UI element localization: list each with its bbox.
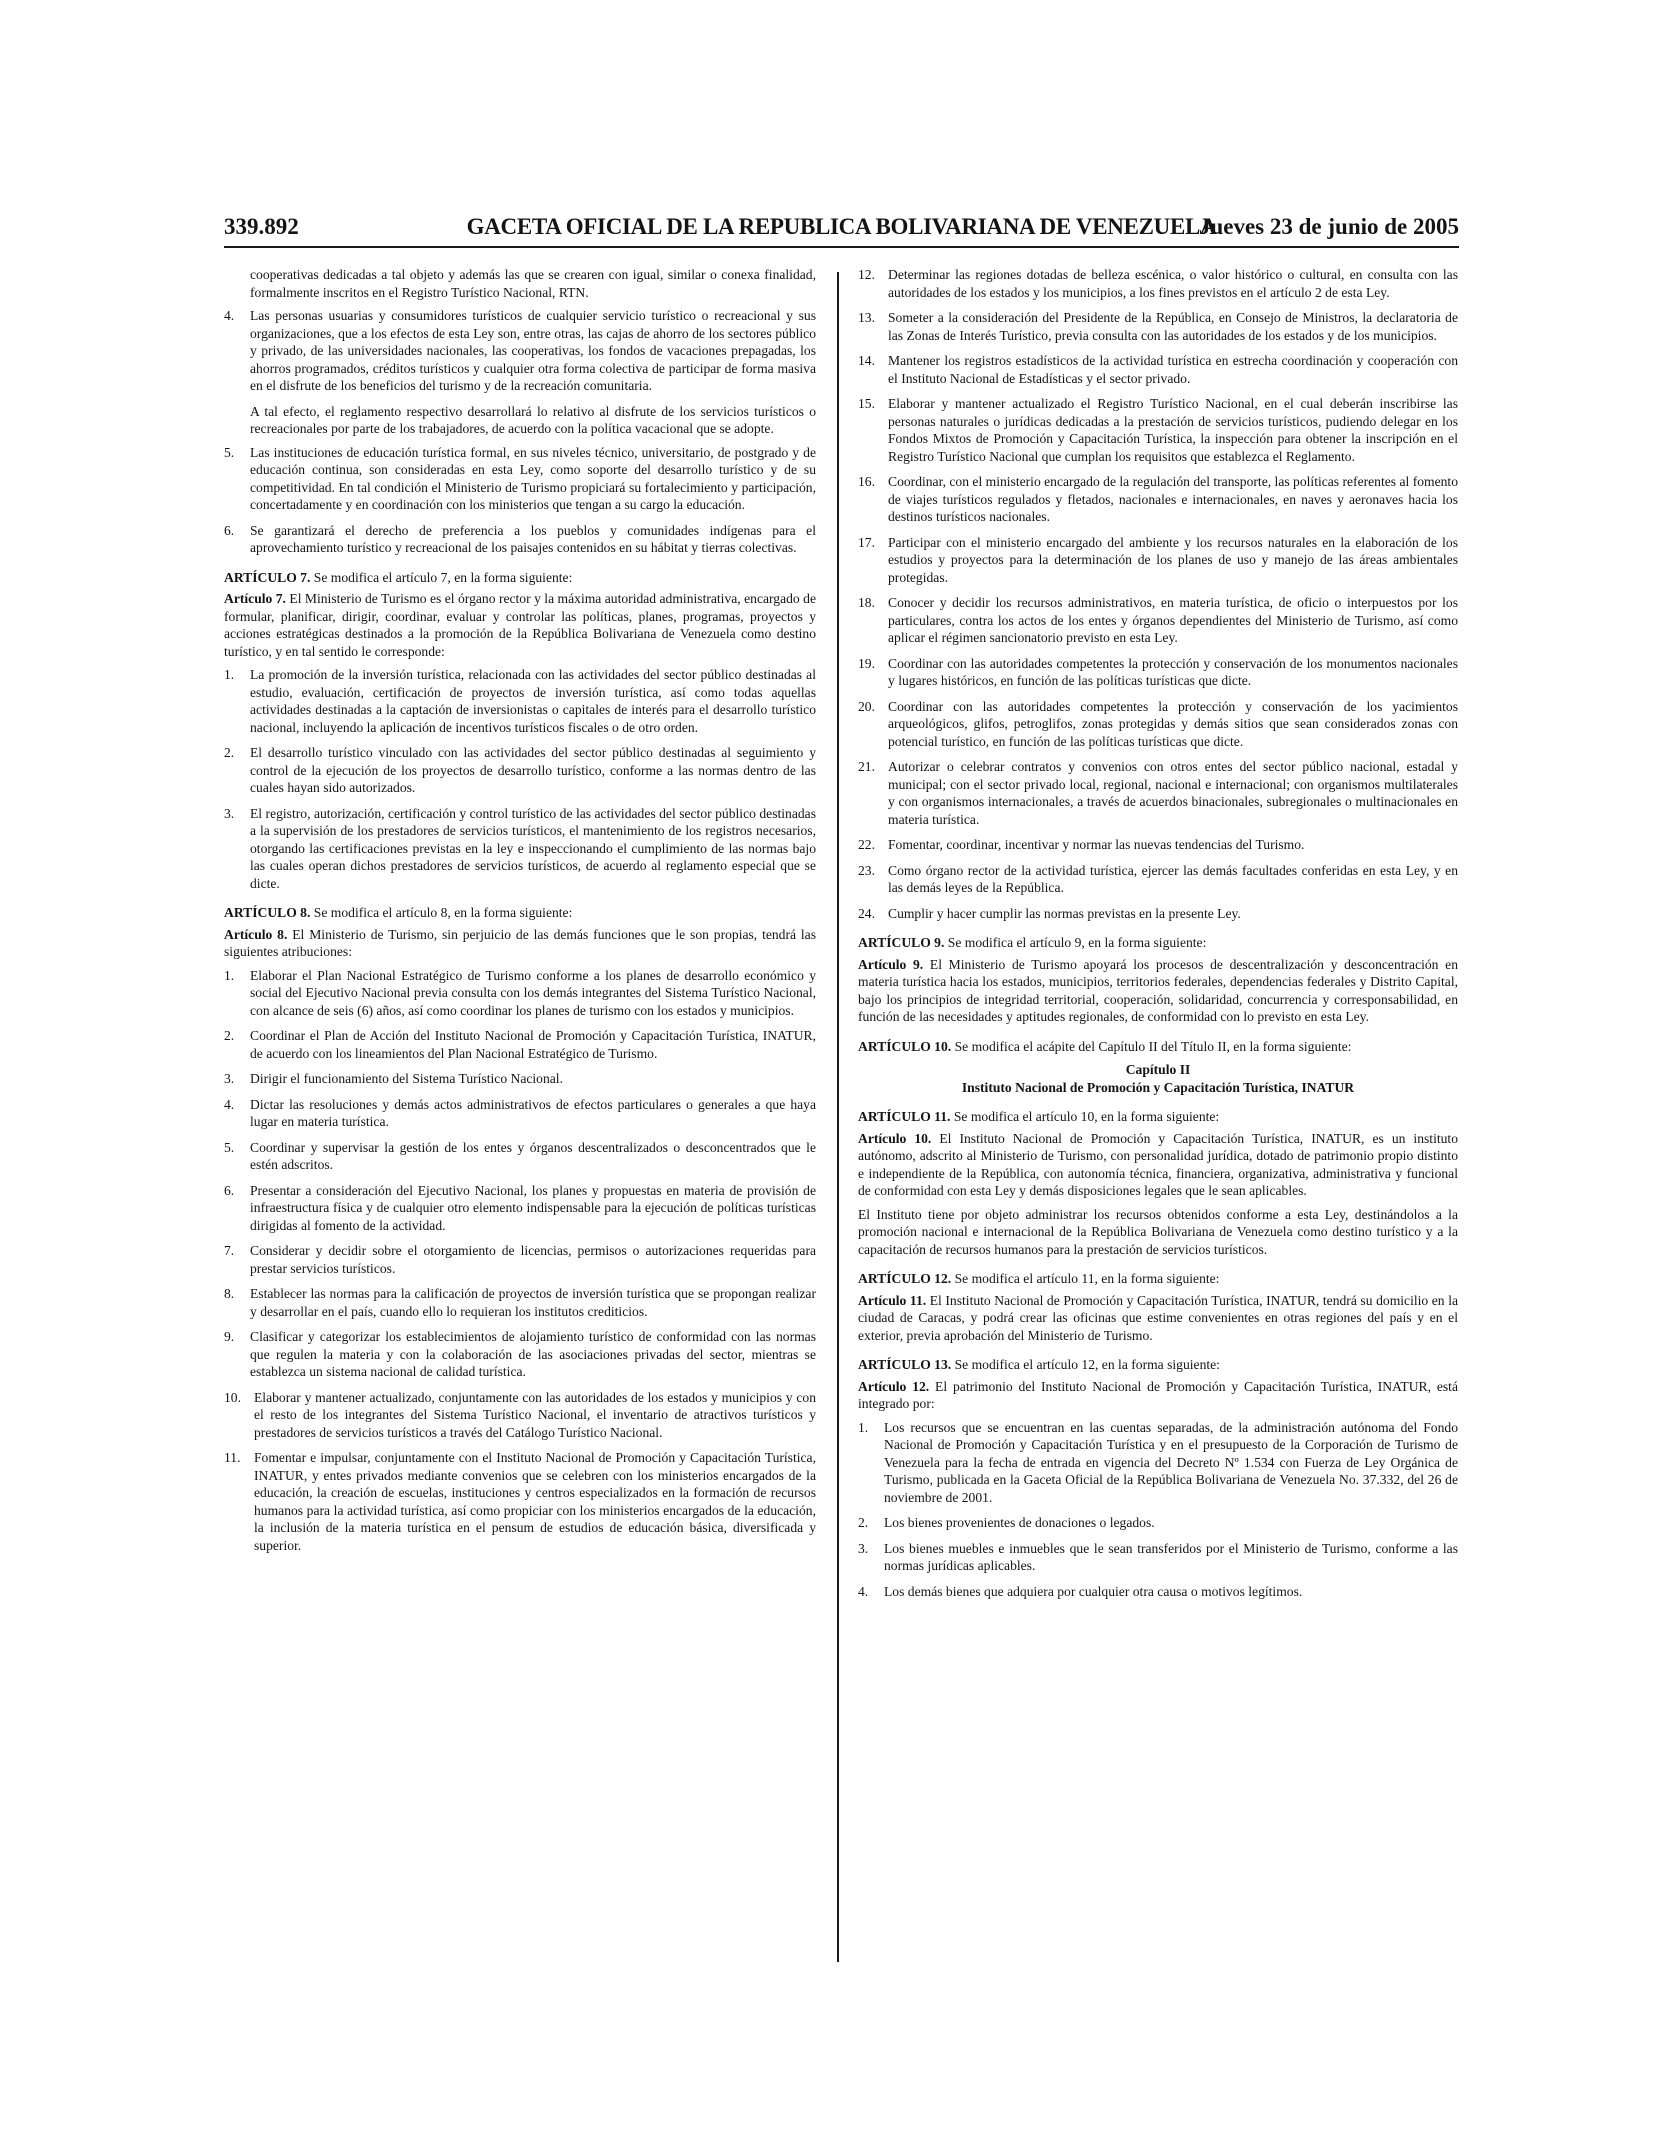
- item-text: Elaborar el Plan Nacional Estratégico de Turismo conforme a los planes de desarrollo económico y social del Ejecutivo Nacional previa consulta con los demás integrantes del Sistema Turístico Nacional, con alcance de seis (6) años, así como coordinar los planes de turismo con los estados y municipios.: [250, 967, 816, 1018]
- item-text: Mantener los registros estadísticos de la actividad turística en estrecha coordinación y cooperación con el Instituto Nacional de Estadísticas y el sector privado.: [888, 353, 1458, 386]
- right-column: [858, 266, 1458, 1608]
- list-item: [224, 1285, 816, 1320]
- item-text: Autorizar o celebrar contratos y convenios con otros entes del sector público nacional, estadal y municipal; con el sector privado local, regional, nacional e internacional; con organismos multilaterales y con organismos internacionales, a través de acuerdos binacionales, subregionales o multinacionales en materia turística.: [888, 759, 1458, 827]
- item-text: El desarrollo turístico vinculado con las actividades del sector público destinadas al seguimiento y control de la ejecución de los proyectos de desarrollo turístico, conforme a las normas dentro de las cuales hayan sido autorizados.: [250, 745, 816, 795]
- item-number: 1.: [224, 967, 235, 983]
- list-item: [858, 309, 1458, 344]
- page-number: 339.892: [224, 214, 299, 239]
- numbered-list: [858, 1419, 1458, 1601]
- item-text: Conocer y decidir los recursos administrativos, en materia turística, de oficio o interpuestos por los particulares, contra los actos de los entes y órganos dependientes del Ministerio de Turismo, así como aplicar el régimen sancionatorio previsto en esta Ley.: [888, 595, 1458, 645]
- item-text: Dictar las resoluciones y demás actos administrativos de efectos particulares o generales a que haya lugar en materia turística.: [250, 1096, 816, 1129]
- item-number: 3.: [224, 1071, 235, 1086]
- item-number: 3.: [224, 805, 235, 821]
- page-header: [224, 214, 1459, 246]
- list-item: [858, 594, 1458, 647]
- item-number: 4.: [858, 1583, 869, 1599]
- item-number: 23.: [858, 862, 875, 878]
- article-text: Artículo 9. El Ministerio de Turismo apoyará los procesos de descentralización y desconcentración en materia turística hacia los estados, municipios, territorios federales, dependencias federales y Distrito Capital, bajo los principios de integridad territorial, cooperación, solidaridad, concurrencia y corresponsabilidad, en función de las necesidades y aptitudes regionales, de conformidad con lo previsto en esta Ley.: [858, 956, 1458, 1024]
- list-item: [224, 1027, 816, 1062]
- item-number: 1.: [858, 1419, 869, 1435]
- item-text: El registro, autorización, certificación y control turístico de las actividades del sector público destinadas a la supervisión de los prestadores de servicios turísticos, el mantenimiento de los registros necesarios, otorgando las certificaciones previstas en la ley e inspeccionando el cumplimiento de las normas bajo las cuales operan dichos prestadores de servicios turísticos, de acuerdo al reglamento especial que se dicte.: [250, 805, 816, 891]
- chapter-heading: Capítulo II Instituto Nacional de Promoción y Capacitación Turística, INATUR: [961, 1062, 1355, 1095]
- list-item: [224, 1449, 816, 1554]
- numbered-list: [858, 266, 1458, 922]
- item-number: 19.: [858, 655, 875, 671]
- item-text: La promoción de la inversión turística, relacionada con las actividades del sector público destinadas al estudio, evaluación, certificación de proyectos de inversión turística, así como todas aquellas actividades destinadas a la captación de inversionistas o capitales de interés para el desarrollo turístico nacional, incluyendo la aplicación de incentivos turísticos fiscales o de otro orden.: [250, 667, 816, 735]
- item-number: 6.: [224, 522, 235, 538]
- item-text: Se garantizará el derecho de preferencia a los pueblos y comunidades indígenas para el aprovechamiento turístico y recreacional de los paisajes contenidos en su hábitat y tierras colectivas.: [250, 522, 816, 555]
- item-number: 17.: [858, 534, 875, 550]
- item-number: 10.: [224, 1389, 241, 1405]
- list-item: [224, 744, 816, 797]
- column-divider: [837, 272, 839, 1962]
- article-heading: ARTÍCULO 7. Se modifica el artículo 7, en la forma siguiente:: [224, 569, 573, 585]
- item-text: Dirigir el funcionamiento del Sistema Turístico Nacional.: [250, 1071, 563, 1086]
- article-text: Artículo 12. El patrimonio del Instituto Nacional de Promoción y Capacitación Turística, INATUR, está integrado por:: [858, 1378, 1458, 1411]
- item-text: Determinar las regiones dotadas de belleza escénica, o valor histórico o cultural, en consulta con las autoridades de los estados y los municipios, a los fines previstos en el artículo 2 de esta Ley.: [888, 267, 1458, 300]
- item-text: Fomentar, coordinar, incentivar y normar las nuevas tendencias del Turismo.: [888, 837, 1305, 852]
- item-text: Participar con el ministerio encargado del ambiente y los recursos naturales en la elaboración de los estudios y proyectos para la determinación de los planes de uso y manejo de las áreas ambientales protegidas.: [888, 534, 1458, 585]
- article-heading: ARTÍCULO 12. Se modifica el artículo 11, en la forma siguiente:: [858, 1271, 1220, 1286]
- article-text: Artículo 10. El Instituto Nacional de Promoción y Capacitación Turística, INATUR, es un instituto autónomo, adscrito al Ministerio de Turismo, con personalidad jurídica, dotado de patrimonio propio distinto e independiente de la República, con autonomía técnica, financiera, organizativa, administrativa y funcional de conformidad con esta Ley y demás disposiciones legales que le sean aplicables.: [858, 1130, 1458, 1198]
- list-item: [858, 1514, 1458, 1532]
- left-column: [224, 266, 816, 1562]
- article-text: Artículo 7. El Ministerio de Turismo es el órgano rector y la máxima autoridad administrativa, encargado de formular, planificar, dirigir, coordinar, evaluar y controlar las políticas, planes, programas, proyectos y acciones estratégicas destinados a la promoción de la República Bolivariana de Venezuela como destino turístico, y en tal sentido le corresponde:: [224, 591, 816, 659]
- item-text: Cumplir y hacer cumplir las normas previstas en la presente Ley.: [888, 905, 1241, 921]
- list-item: [224, 805, 816, 893]
- paragraph: El Instituto tiene por objeto administrar los recursos obtenidos conforme a esta Ley, destinándolos a la promoción nacional e internacional de la República Bolivariana de Venezuela como destino turístico y a la capacitación de recursos humanos para la prestación de servicios turísticos.: [858, 1206, 1458, 1257]
- item-text: Someter a la consideración del Presidente de la República, en Consejo de Ministros, la declaratoria de las Zonas de Interés Turístico, previa consulta con las autoridades de los estados y de los municipios.: [888, 310, 1458, 343]
- item-number: 12.: [858, 267, 875, 282]
- item-text: Establecer las normas para la calificación de proyectos de inversión turística que se propongan realizar y desarrollar en el país, cuando ello lo requieran los institutos crediticios.: [250, 1286, 816, 1319]
- item-number: 13.: [858, 310, 875, 325]
- item-number: 6.: [224, 1182, 235, 1198]
- item-text: Coordinar con las autoridades competentes la protección y conservación de los yacimientos arqueológicos, glifos, petroglifos, zonas protegidas y demás sitios que sean considerados zonas con potencial turístico, en función de las políticas turísticas que dicte.: [888, 698, 1458, 749]
- list-item: [224, 1242, 816, 1277]
- list-item: [224, 1096, 816, 1131]
- list-item: [224, 1328, 816, 1381]
- item-text: Considerar y decidir sobre el otorgamiento de licencias, permisos o autorizaciones requeridas para prestar servicios turísticos.: [250, 1243, 816, 1276]
- item-number: 4.: [224, 308, 235, 323]
- item-text: Coordinar y supervisar la gestión de los entes y órganos descentralizados o desconcentrados que le estén adscritos.: [250, 1139, 816, 1172]
- issue-date: Jueves 23 de junio de 2005: [1198, 214, 1459, 239]
- list-item: [858, 352, 1458, 387]
- item-text: Los bienes provenientes de donaciones o legados.: [884, 1515, 1155, 1530]
- article-heading: ARTÍCULO 9. Se modifica el artículo 9, en la forma siguiente:: [858, 935, 1207, 950]
- list-item: [858, 1540, 1458, 1575]
- item-text: Coordinar con las autoridades competentes la protección y conservación de los monumentos nacionales y lugares históricos, en función de las políticas turísticas que dicte.: [888, 655, 1458, 688]
- item-text: Las instituciones de educación turística formal, en sus niveles técnico, universitario, de postgrado y de educación continua, son consideradas en esta Ley, como soporte del desarrollo turístico y de su competitividad. En tal condición el Ministerio de Turismo propiciará su fortalecimiento y participación, concertadamente y en coordinación con los ministerios que tengan a su cargo la educación.: [250, 444, 816, 512]
- item-number: 5.: [224, 1139, 235, 1155]
- list-item: [858, 266, 1458, 301]
- list-item: [858, 905, 1458, 923]
- item-text: Clasificar y categorizar los establecimientos de alojamiento turístico de conformidad con las normas que regulen la materia y con la colaboración de las asociaciones privadas del sector, mientras se establezca un sistema nacional de calidad turística.: [250, 1329, 816, 1379]
- item-text: Los recursos que se encuentran en las cuentas separadas, de la administración autónoma del Fondo Nacional de Promoción y Capacitación Turística y en el presupuesto de la Corporación de Turismo de Venezuela para la fecha de entrada en vigencia del Decreto Nº 1.534 con Fuerza de Ley Orgánica de Turismo, publicada en la Gaceta Oficial de la República Bolivariana de Venezuela No. 37.332, del 26 de noviembre de 2001.: [884, 1419, 1458, 1505]
- list-item: [224, 1070, 816, 1088]
- list-item: [224, 1139, 816, 1174]
- item-text: Presentar a consideración del Ejecutivo Nacional, los planes y propuestas en materia de provisión de infraestructura física y de cualquier otro elemento indispensable para la ejecución de políticas turísticas dirigidas al fomento de la actividad.: [250, 1182, 816, 1233]
- numbered-list: [224, 307, 816, 395]
- list-item: [858, 395, 1458, 465]
- item-number: 11.: [224, 1450, 241, 1465]
- item-number: 18.: [858, 595, 875, 610]
- item-text: Los demás bienes que adquiera por cualquier otra causa o motivos legítimos.: [884, 1583, 1303, 1599]
- list-item: [858, 698, 1458, 751]
- paragraph: A tal efecto, el reglamento respectivo desarrollará lo relativo al disfrute de los servicios turísticos o recreacionales por parte de los trabajadores, de acuerdo con la política vacacional que se adopte.: [250, 403, 816, 436]
- article-text: Artículo 11. El Instituto Nacional de Promoción y Capacitación Turística, INATUR, tendrá su domicilio en la ciudad de Caracas, y podrá crear las oficinas que estime convenientes en otras regiones del país y en el exterior, previa aprobación del Ministerio de Turismo.: [858, 1292, 1458, 1343]
- item-number: 7.: [224, 1243, 235, 1258]
- item-number: 20.: [858, 698, 875, 714]
- list-item: [858, 836, 1458, 854]
- item-text: Los bienes muebles e inmuebles que le sean transferidos por el Ministerio de Turismo, conforme a las normas jurídicas aplicables.: [884, 1540, 1458, 1573]
- article-heading: ARTÍCULO 13. Se modifica el artículo 12, en la forma siguiente:: [858, 1357, 1220, 1372]
- list-item: [224, 307, 816, 395]
- list-item: [224, 522, 816, 557]
- list-item: [858, 655, 1458, 690]
- item-text: Como órgano rector de la actividad turística, ejercer las demás facultades conferidas en esta Ley, y en las demás leyes de la República.: [888, 862, 1458, 895]
- item-number: 8.: [224, 1286, 235, 1301]
- item-number: 3.: [858, 1540, 869, 1556]
- list-item: [858, 1583, 1458, 1601]
- list-item: [224, 967, 816, 1020]
- list-item: [224, 1182, 816, 1235]
- item-number: 22.: [858, 837, 875, 852]
- list-item: [224, 666, 816, 736]
- numbered-list: [224, 967, 816, 1555]
- item-number: 2.: [224, 1028, 235, 1043]
- gazette-title: GACETA OFICIAL DE LA REPUBLICA BOLIVARIANA DE VENEZUELA: [466, 214, 1217, 239]
- item-number: 15.: [858, 396, 875, 411]
- item-text: Coordinar el Plan de Acción del Instituto Nacional de Promoción y Capacitación Turística, INATUR, de acuerdo con los lineamientos del Plan Nacional Estratégico de Turismo.: [250, 1028, 816, 1061]
- item-number: 4.: [224, 1096, 235, 1112]
- list-item: [858, 473, 1458, 526]
- list-item: [858, 534, 1458, 587]
- numbered-list: [224, 444, 816, 557]
- item-text: Fomentar e impulsar, conjuntamente con el Instituto Nacional de Promoción y Capacitación Turística, INATUR, y entes privados mediante convenios que se celebren con los ministerios encargados de la educación, la creación de escuelas, instituciones y centros especializados en la formación de recursos humanos para la actividad turística, así como propiciar con los ministerios encargados de la educación, la inclusión de la materia turística en el pensum de estudios de educación básica, diversificada y superior.: [254, 1450, 816, 1553]
- item-text: Coordinar, con el ministerio encargado de la regulación del transporte, las políticas referentes al fomento de viajes turísticos regulados y fletados, nacionales e internacionales, en naves y aeronaves hacia los destinos turísticos nacionales.: [888, 474, 1458, 524]
- list-item: [858, 758, 1458, 828]
- article-heading: ARTÍCULO 8. Se modifica el artículo 8, en la forma siguiente:: [224, 905, 573, 920]
- list-item: [224, 1389, 816, 1442]
- article-text: Artículo 8. El Ministerio de Turismo, sin perjuicio de las demás funciones que le son propias, tendrá las siguientes atribuciones:: [224, 926, 816, 959]
- list-item: [858, 1419, 1458, 1507]
- header-rule: [224, 246, 1459, 248]
- item-number: 21.: [858, 759, 875, 774]
- item-text: Elaborar y mantener actualizado el Registro Turístico Nacional, en el cual deberán inscribirse las personas naturales o jurídicas dedicadas a la prestación de servicios turísticos, pudiendo delegar en los Fondos Mixtos de Promoción y Capacitación Turística, la inspección para obtener la inscripción en el Registro Turístico Nacional que cumplan los requisitos que establezca el Reglamento.: [888, 396, 1458, 464]
- item-number: 9.: [224, 1329, 235, 1344]
- item-number: 14.: [858, 353, 875, 368]
- article-heading: ARTÍCULO 11. Se modifica el artículo 10, en la forma siguiente:: [858, 1109, 1220, 1124]
- item-number: 2.: [858, 1515, 869, 1530]
- list-item: [224, 444, 816, 514]
- item-text: Elaborar y mantener actualizado, conjuntamente con las autoridades de los estados y municipios y con el resto de los integrantes del Sistema Turístico Nacional, el inventario de atractivos turísticos y prestadores de servicios turísticos a través del Catálogo Turístico Nacional.: [254, 1389, 816, 1440]
- list-item: [858, 862, 1458, 897]
- item-number: 2.: [224, 745, 235, 760]
- item-number: 5.: [224, 444, 235, 460]
- article-heading: ARTÍCULO 10. Se modifica el acápite del Capítulo II del Título II, en la forma siguiente:: [858, 1038, 1352, 1054]
- numbered-list: [224, 666, 816, 892]
- item-number: 24.: [858, 905, 875, 921]
- item-text: Las personas usuarias y consumidores turísticos de cualquier servicio turístico o recreacional y sus organizaciones, que a los efectos de esta Ley son, entre otras, las cajas de ahorro de los sectores público y privado, de las universidades nacionales, las cooperativas, los fondos de vacaciones prepagadas, los ahorros programados, créditos turísticos y cualquier otra forma colectiva de participar de forma masiva en el disfrute de los beneficios del turismo y de la recreación comunitaria.: [250, 308, 816, 393]
- continued-paragraph: cooperativas dedicadas a tal objeto y además las que se crearen con igual, similar o conexa finalidad, formalmente inscritos en el Registro Turístico Nacional, RTN.: [250, 267, 816, 300]
- item-number: 16.: [858, 474, 875, 489]
- item-number: 1.: [224, 667, 235, 682]
